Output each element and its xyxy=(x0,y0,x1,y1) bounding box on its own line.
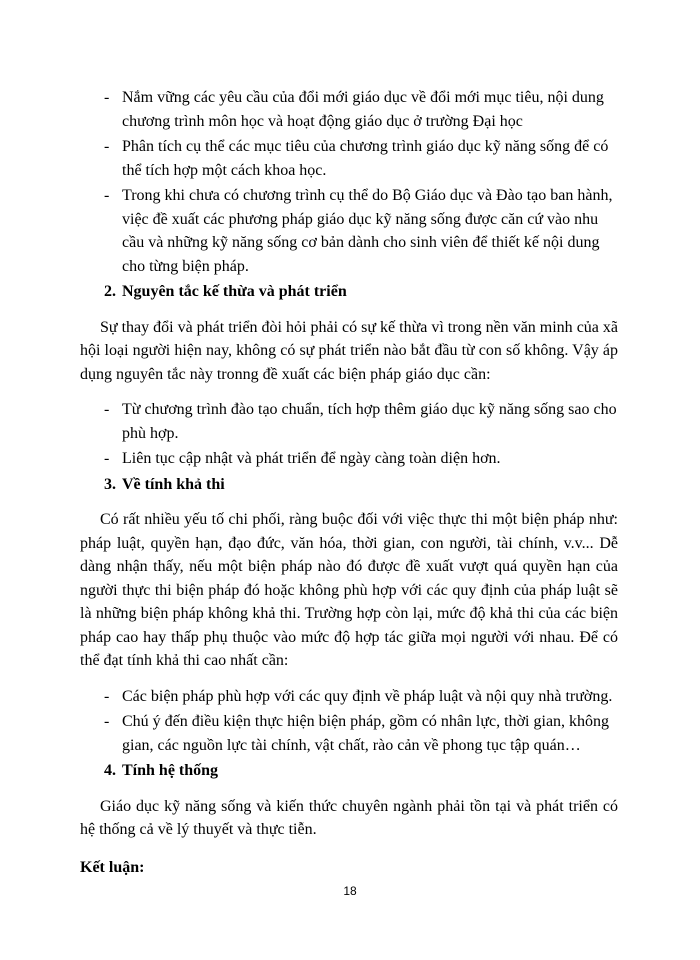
list-item: - Trong khi chưa có chương trình cụ thể do Bộ Giáo dục và Đào tạo ban hành, việc đề xuất các phương pháp giáo dục kỹ năng sống được căn cứ vào nhu cầu và những kỹ năng sống cơ bản dành cho sinh viên để thiết kế nội dung cho từng biện pháp. xyxy=(0,184,700,278)
conclusion-heading: Kết luận: xyxy=(80,858,145,876)
bullet-dash: - xyxy=(104,713,110,730)
list-item: - Các biện pháp phù hợp với các quy định về pháp luật và nội quy nhà trường. xyxy=(0,685,700,709)
section-heading-3 xyxy=(0,473,700,497)
page-number: 18 xyxy=(343,884,357,898)
list-item: - Liên tục cập nhật và phát triển để ngày càng toàn diện hơn. xyxy=(0,447,700,471)
bullet-dash: - xyxy=(104,89,110,106)
list-item: - Phân tích cụ thể các mục tiêu của chương trình giáo dục kỹ năng sống để có thể tích hợp một cách khoa học. xyxy=(0,135,700,182)
list-item: - Nắm vững các yêu cầu của đổi mới giáo dục về đổi mới mục tiêu, nội dung chương trình môn học và hoạt động giáo dục ở trường Đại học xyxy=(0,86,700,133)
bullet-dash: - xyxy=(104,450,110,467)
section-title: Nguyên tắc kế thừa và phát triển xyxy=(122,283,347,300)
page-content xyxy=(0,86,700,879)
bullet-dash: - xyxy=(104,401,110,418)
bullet-list-2 xyxy=(0,398,700,471)
list-item: - Chú ý đến điều kiện thực hiện biện pháp, gồm có nhân lực, thời gian, không gian, các nguồn lực tài chính, vật chất, rào cản về phong tục tập quán… xyxy=(0,710,700,757)
section-heading-2 xyxy=(0,280,700,304)
bullet-dash: - xyxy=(104,138,110,155)
bullet-dash: - xyxy=(104,687,110,705)
bullet-dash: - xyxy=(104,187,110,204)
section-title: Về tính khả thi xyxy=(122,475,225,493)
section-number: 4. xyxy=(104,762,116,779)
section-number: 2. xyxy=(104,283,116,300)
bullet-list-3 xyxy=(0,685,700,758)
section-heading-4 xyxy=(0,759,700,783)
section-title: Tính hệ thống xyxy=(122,762,219,779)
section-paragraph: Sự thay đổi và phát triển đòi hỏi phải có sự kế thừa vì trong nền văn minh của xã hội loại người hiện nay, không có sự phát triển nào bắt đầu từ con số không. Vậy áp dụng nguyên tắc này tronng đề xuất các biện pháp giáo dục cần: xyxy=(80,318,618,383)
section-paragraph: Giáo dục kỹ năng sống và kiến thức chuyên ngành phải tồn tại và phát triển có hệ thống cả về lý thuyết và thực tiễn. xyxy=(80,797,618,838)
section-number: 3. xyxy=(104,475,116,493)
bullet-list-1 xyxy=(0,86,700,278)
list-item: - Từ chương trình đào tạo chuẩn, tích hợp thêm giáo dục kỹ năng sống sao cho phù hợp. xyxy=(0,398,700,445)
section-paragraph: Có rất nhiều yếu tố chi phối, ràng buộc đối với việc thực thi một biện pháp như: pháp luật, quyền hạn, đạo đức, văn hóa, thời gian, con người, tài chính, v.v... Dễ dàng nhận thấy, nếu một biện pháp nào đó được đề xuất vượt quá quyền hạn của người thực thi biện pháp đó hoặc không phù hợp với các quy định của pháp luật sẽ là những biện pháp không khả thi. Trường hợp còn lại, mức độ khả thi của các biện pháp cao hay thấp phụ thuộc vào mức độ hợp tác giữa mọi người với nhau. Để có thể đạt tính khả thi cao nhất cần: xyxy=(80,511,618,669)
